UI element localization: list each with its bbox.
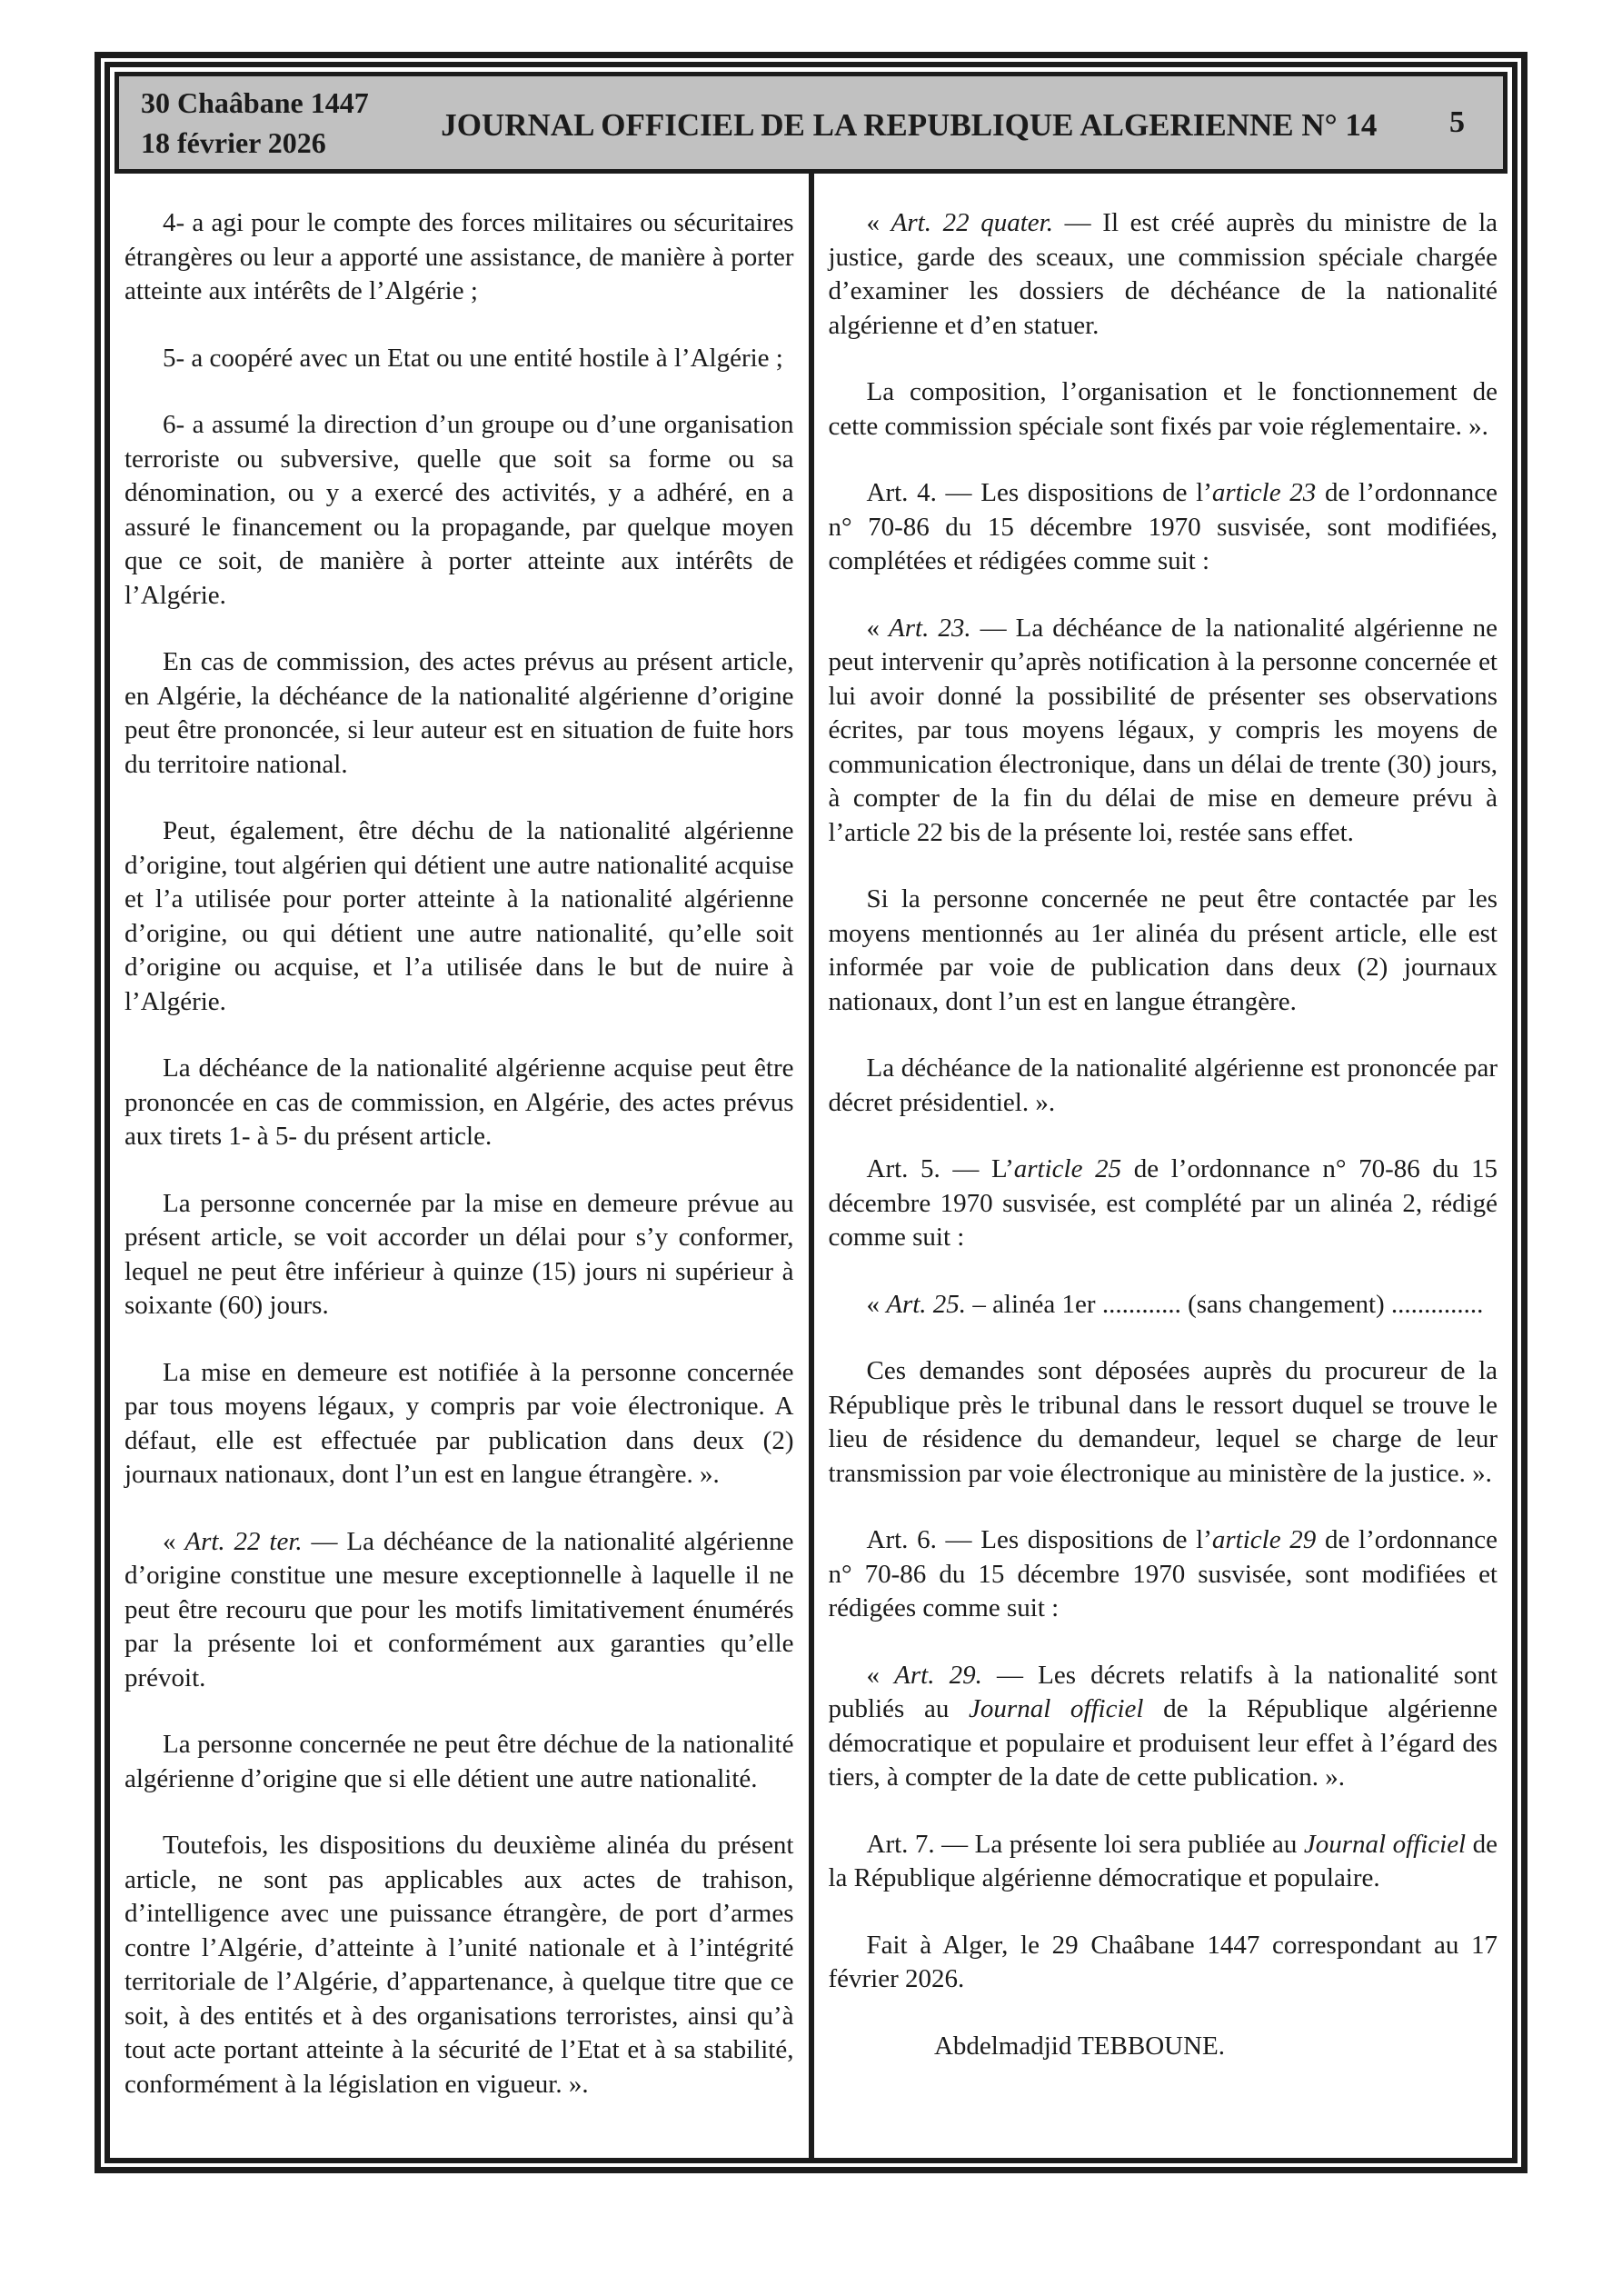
text: Art. 5. — L’ — [866, 1154, 1014, 1183]
text: « — [866, 1660, 895, 1690]
italic-text: Journal officiel — [969, 1694, 1144, 1723]
masthead — [114, 72, 1508, 174]
italic-text: article 29 — [1211, 1525, 1317, 1554]
journal-title: JOURNAL OFFICIEL DE LA REPUBLIQUE ALGERIENNE N° 14 — [441, 107, 1378, 143]
text: – alinéa 1er ............ (sans changement) .............. — [966, 1289, 1484, 1319]
text: Toutefois, les dispositions du deuxième alinéa du présent article, ne sont pas applicables aux actes de trahison, d’intelligence avec une puissance étrangère, de port d’armes contre l’Algérie, d’atteinte à l’unité nationale et à l’intégrité territoriale de l’Algérie, d’appartenance, à quelque titre que ce soit, à des entités et à des organisations terroristes, ainsi qu’à tout acte portant atteinte à la sécurité de l’Etat et à sa stabilité, conformément à la législation en vigueur. ». — [124, 1831, 794, 2099]
page-frame — [95, 52, 1527, 2173]
issue-dates — [119, 83, 369, 163]
italic-text: Journal officiel — [1303, 1829, 1467, 1859]
italic-text: Art. 29. — [894, 1660, 982, 1690]
paragraph — [124, 645, 794, 782]
text: La déchéance de la nationalité algérienne est prononcée par décret présidentiel. ». — [828, 1053, 1498, 1117]
paragraph — [829, 1929, 1498, 1997]
text: Abdelmadjid TEBBOUNE. — [933, 2031, 1225, 2061]
text: Fait à Alger, le 29 Chaâbane 1447 correspondant au 17 février 2026. — [828, 1930, 1498, 1993]
paragraph — [124, 814, 794, 1019]
text: « — [866, 208, 891, 237]
text: de l’ordonnance n° 70-86 du 15 décembre 1970 susvisée, sont modifiées, complétées et rédigées comme suit : — [828, 478, 1498, 575]
paragraph — [124, 1728, 794, 1796]
paragraph — [829, 1052, 1498, 1120]
text: Art. 4. — Les dispositions de l’ — [866, 478, 1212, 507]
left-column — [110, 206, 809, 2158]
page-number: 5 — [1449, 105, 1465, 139]
italic-text: article 23 — [1211, 478, 1317, 507]
paragraph — [829, 1523, 1498, 1626]
text: de l’ordonnance n° 70-86 du 15 décembre 1970 susvisée, sont modifiées et rédigées comme suit : — [828, 1525, 1498, 1622]
text: Peut, également, être déchu de la nationalité algérienne d’origine, tout algérien qui détient une autre nationalité acquise et l’a utilisée pour porter atteinte à la nationalité algérienne d’origine, ou qui détient une autre nationalité, qu’elle soit d’origine ou acquise, et l’a utilisée dans le but de nuire à l’Algérie. — [124, 816, 794, 1016]
text: — La déchéance de la nationalité algérienne ne peut intervenir qu’après notification à la personne concernée et lui avoir donné la possibilité de présenter ses observations écrites, par tous moyens légaux, y compris les moyens de communication électronique, dans un délai de trente (30) jours, à compter de la fin du délai de mise en demeure prévu à l’article 22 bis de la présente loi, restée sans effet. — [828, 613, 1498, 847]
text: La personne concernée ne peut être déchue de la nationalité algérienne d’origine que si elle détient une autre nationalité. — [124, 1730, 794, 1793]
paragraph — [124, 1356, 794, 1492]
text: Si la personne concernée ne peut être contactée par les moyens mentionnés au 1er alinéa du présent article, elle est informée par voie de publication dans deux (2) journaux nationaux, dont l’un est en langue étrangère. — [828, 884, 1498, 1016]
paragraph — [829, 1828, 1498, 1896]
paragraph — [829, 1288, 1498, 1323]
text: Art. 7. — La présente loi sera publiée au — [866, 1829, 1304, 1859]
paragraph — [829, 1659, 1498, 1795]
text: La composition, l’organisation et le fonctionnement de cette commission spéciale sont fixés par voie réglementaire. ». — [828, 377, 1498, 441]
text: Art. 6. — Les dispositions de l’ — [866, 1525, 1212, 1554]
paragraph — [124, 1052, 794, 1154]
text: « — [866, 613, 890, 643]
paragraph — [829, 206, 1498, 343]
paragraph — [829, 375, 1498, 444]
text: — La déchéance de la nationalité algérienne d’origine constitue une mesure exceptionnelle à laquelle il ne peut être recouru que pour les motifs limitativement énumérés par la présente loi et conformément aux garanties qu’elle prévoit. — [124, 1526, 794, 1692]
text: — Les décrets relatifs à la nationalité sont publiés au — [828, 1660, 1498, 1723]
italic-text: Art. 23. — [889, 613, 971, 643]
issue-date-hijri: 30 Chaâbane 1447 — [141, 86, 369, 119]
paragraph — [829, 476, 1498, 579]
paragraph — [124, 1829, 794, 2101]
text: 4- a agi pour le compte des forces militaires ou sécuritaires étrangères ou leur a apporté une assistance, de manière à porter atteinte aux intérêts de l’Algérie ; — [124, 208, 794, 305]
text: La déchéance de la nationalité algérienne acquise peut être prononcée en cas de commission, en Algérie, des actes prévus aux tirets 1- à 5- du présent article. — [124, 1053, 794, 1151]
paragraph — [124, 206, 794, 309]
text: de la République algérienne démocratique et populaire et produisent leur effet à l’égard des tiers, à compter de la date de cette publication. ». — [828, 1694, 1498, 1792]
text: En cas de commission, des actes prévus au présent article, en Algérie, la déchéance de la nationalité algérienne d’origine peut être prononcée, si leur auteur est en situation de fuite hors du territoire national. — [124, 647, 794, 779]
body-columns — [110, 174, 1512, 2158]
paragraph — [124, 1525, 794, 1696]
right-column — [814, 206, 1513, 2158]
italic-text: Art. 22 quater. — [891, 208, 1053, 237]
text: La personne concernée par la mise en demeure prévue au présent article, se voit accorder un délai pour s’y conformer, lequel ne peut être inférieur à quinze (15) jours ni supérieur à soixante (60) jours. — [124, 1188, 794, 1320]
italic-text: Art. 25. — [886, 1289, 967, 1319]
paragraph — [829, 883, 1498, 1019]
text: « — [866, 1289, 887, 1319]
text: de l’ordonnance n° 70-86 du 15 décembre 1970 susvisée, est complété par un alinéa 2, rédigé comme suit : — [828, 1154, 1498, 1252]
paragraph — [829, 1153, 1498, 1255]
paragraph — [124, 1187, 794, 1323]
paragraph — [124, 342, 794, 376]
paragraph — [829, 612, 1498, 851]
text: — Il est créé auprès du ministre de la justice, garde des sceaux, une commission spéciale chargée d’examiner les dossiers de déchéance de la nationalité algérienne et d’en statuer. — [828, 208, 1498, 340]
italic-text: Art. 22 ter. — [184, 1526, 303, 1556]
paragraph — [829, 1354, 1498, 1491]
issue-date-gregorian: 18 février 2026 — [141, 126, 326, 159]
text: 6- a assumé la direction d’un groupe ou d’une organisation terroriste ou subversive, quelle que soit sa forme ou sa dénomination, ou y a exercé des activités, y a adhéré, en a assuré le financement ou la propagande, par quelque moyen que ce soit, de manière à porter atteinte aux intérêts de l’Algérie. — [124, 410, 794, 610]
page-frame-inner — [104, 62, 1518, 2163]
text: Ces demandes sont déposées auprès du procureur de la République près le tribunal dans le ressort duquel se trouve le lieu de résidence du demandeur, lequel se charge de leur transmission par voie électronique au ministère de la justice. ». — [828, 1356, 1498, 1488]
text: 5- a coopéré avec un Etat ou une entité hostile à l’Algérie ; — [163, 343, 783, 373]
paragraph — [124, 408, 794, 613]
text: La mise en demeure est notifiée à la personne concernée par tous moyens légaux, y compris par voie électronique. A défaut, elle est effectuée par publication dans deux (2) journaux nationaux, dont l’un est en langue étrangère. ». — [124, 1357, 794, 1489]
italic-text: article 25 — [1013, 1154, 1122, 1183]
text: de la République algérienne démocratique et populaire. — [828, 1829, 1498, 1892]
signature — [829, 2030, 1498, 2064]
text: « — [163, 1526, 185, 1556]
